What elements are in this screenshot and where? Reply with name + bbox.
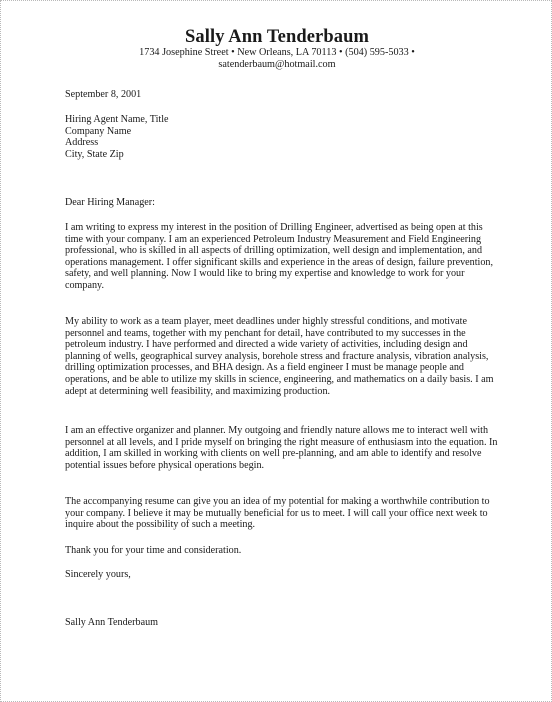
signature-text: Sally Ann Tenderbaum bbox=[65, 617, 159, 628]
letterhead bbox=[1, 27, 552, 71]
recipient-line-4: City, State Zip bbox=[65, 148, 124, 160]
closing-text: Sincerely yours, bbox=[65, 569, 131, 580]
signature bbox=[65, 617, 158, 629]
paragraph-text: I am an effective organizer and planner. My outgoing and friendly nature allows me to interact well with personnel at all levels, and I pride myself on bringing the right measure of enthusiasm into the equation. In addition, I am skilled in working with clients on well pre-planning, and am able to identify and resolve potential issues before physical operations begin. bbox=[65, 425, 498, 471]
paragraph-4 bbox=[65, 496, 501, 531]
recipient-line-3: Address bbox=[65, 137, 99, 149]
salutation bbox=[65, 197, 155, 209]
sender-name: Sally Ann Tenderbaum bbox=[185, 27, 369, 47]
paragraph-text: I am writing to express my interest in the position of Drilling Engineer, advertised as being open at this time with your company. I am an experienced Petroleum Industry Measurement and Field Engineering professional, who is skilled in all aspects of drilling optimization, well design and implementation, and operations management. I offer significant skills and experience in the areas of design, failure prevention, safety, and well planning. Now I would like to bring my expertise and knowledge to work for your company. bbox=[65, 222, 494, 291]
sender-address-line: 1734 Josephine Street • New Orleans, LA 70113 • (504) 595-5033 • bbox=[139, 47, 415, 58]
paragraph-5 bbox=[65, 545, 241, 557]
letter-date bbox=[65, 89, 141, 101]
paragraph-1 bbox=[65, 222, 501, 292]
paragraph-text: Thank you for your time and consideration. bbox=[65, 545, 242, 556]
paragraph-text: My ability to work as a team player, meet deadlines under highly stressful conditions, and motivate personnel and teams, together with my penchant for detail, have contributed to my successes in the petroleum industry. I have performed and directed a wide variety of activities, including design and planning of wells, geographical survey analysis, borehole stress and fracture analysis, vibration analysis, drilling optimization processes, and BHA design. As a field engineer I must be manage people and operations, and be able to utilize my skills in science, engineering, and mathematics on a daily basis. I am adept at determining well feasibility, and maximizing production. bbox=[65, 316, 494, 397]
paragraph-3 bbox=[65, 425, 501, 471]
recipient-block bbox=[65, 114, 169, 160]
salutation-text: Dear Hiring Manager: bbox=[65, 197, 155, 208]
date-text: September 8, 2001 bbox=[65, 89, 142, 100]
closing bbox=[65, 569, 131, 581]
paragraph-text: The accompanying resume can give you an idea of my potential for making a worthwhile contribution to your company. I believe it may be mutually beneficial for us to meet. I will call your office next week to inquire about the possibility of such a meeting. bbox=[65, 496, 490, 531]
recipient-line-1: Hiring Agent Name, Title bbox=[65, 114, 169, 125]
paragraph-2 bbox=[65, 316, 501, 397]
sender-email: satenderbaum@hotmail.com bbox=[218, 59, 336, 70]
recipient-line-2: Company Name bbox=[65, 125, 132, 137]
